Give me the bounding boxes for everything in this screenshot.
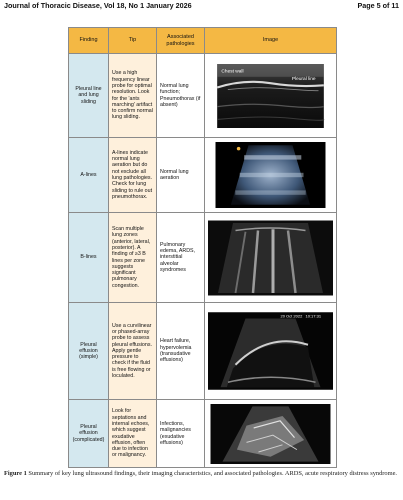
image-cell xyxy=(205,54,337,138)
image-cell xyxy=(205,303,337,400)
pathologies-cell xyxy=(157,54,205,138)
tip-text: Scan multiple lung zones (anterior, lateral, posterior). A finding of ≥3 B lines per zone suggests significant pulmonary congestion. xyxy=(112,226,151,289)
finding-text: Pleural line and lung sliding xyxy=(75,86,102,105)
finding-text: Pleural effusion (complicated) xyxy=(72,424,105,443)
tip-text: Use a curvilinear or phased-array probe to assess pleural effusions. Apply gentle pressure to check if the fluid is free flowing or loculated. xyxy=(112,322,152,380)
table-header-row xyxy=(69,28,337,54)
finding-cell xyxy=(69,213,109,303)
pathologies-text: Pulmonary edema, ARDS, interstitial alveolar syndromes xyxy=(160,241,196,273)
tip-text: A-lines indicate normal lung aeration but do not exclude all lung pathologies. Check for lung sliding to rule out pneumothorax. xyxy=(112,149,153,200)
tip-cell xyxy=(109,303,157,400)
pathologies-cell xyxy=(157,138,205,213)
table-row xyxy=(69,138,337,213)
pathologies-text: Normal lung function; Pneumothorax (if absent) xyxy=(160,82,201,108)
tip-text: Look for septations and internal echoes, which suggest exudative effusion, often due to infection or malignancy. xyxy=(112,408,150,459)
page-header xyxy=(0,0,403,12)
pathologies-text: Infections, malignancies (exudative effusions) xyxy=(160,420,191,446)
pathologies-cell xyxy=(157,400,205,468)
column-header-finding: Finding xyxy=(69,28,109,54)
table-row xyxy=(69,54,337,138)
image-cell xyxy=(205,213,337,303)
column-header-tip: Tip xyxy=(109,28,157,54)
summary-table xyxy=(68,27,337,468)
finding-text: Pleural effusion (simple) xyxy=(79,341,98,361)
pathologies-cell xyxy=(157,303,205,400)
ultrasound-image-a-lines xyxy=(208,142,333,208)
finding-cell xyxy=(69,303,109,400)
image-label: 10:17:31 xyxy=(305,313,322,319)
finding-text: B-lines xyxy=(80,254,97,261)
ultrasound-image-b-lines xyxy=(208,220,333,296)
journal-title: Journal of Thoracic Disease, Vol 18, No 1 January 2026 xyxy=(4,1,192,10)
tip-cell xyxy=(109,213,157,303)
tip-cell xyxy=(109,400,157,468)
tip-cell xyxy=(109,138,157,213)
finding-cell xyxy=(69,54,109,138)
image-label: 20 Oct 2022 xyxy=(280,313,303,319)
finding-cell xyxy=(69,400,109,468)
tip-cell xyxy=(109,54,157,138)
figure-caption xyxy=(4,470,400,478)
image-cell xyxy=(205,138,337,213)
page-number: Page 5 of 11 xyxy=(357,1,399,10)
image-cell xyxy=(205,400,337,468)
caption-label: Figure 1 xyxy=(4,470,27,477)
table-row xyxy=(69,303,337,400)
finding-text: A-lines xyxy=(80,171,97,178)
ultrasound-image-complicated-effusion xyxy=(208,404,333,464)
image-label: Chest wall xyxy=(221,69,244,75)
ultrasound-image-pleural-line xyxy=(208,64,333,128)
pathologies-text: Heart failure, hypervolemia (transudative effusions) xyxy=(160,338,192,364)
caption-text: Summary of key lung ultrasound findings, their imaging characteristics, and associated pathologies. ARDS, acute respiratory distress syndrome. xyxy=(28,470,398,477)
column-header-pathologies: Associated pathologies xyxy=(157,28,205,54)
table-row xyxy=(69,400,337,468)
pathologies-cell xyxy=(157,213,205,303)
pathologies-text: Normal lung aeration xyxy=(160,168,189,181)
table-row xyxy=(69,213,337,303)
tip-text: Use a high frequency linear probe for optimal resolution. Look for the 'ants marching' artifact to confirm normal lung sliding. xyxy=(112,70,153,121)
column-header-image: Image xyxy=(205,28,337,54)
finding-cell xyxy=(69,138,109,213)
image-label: Pleural line xyxy=(291,76,316,82)
ultrasound-image-simple-effusion xyxy=(208,307,333,395)
